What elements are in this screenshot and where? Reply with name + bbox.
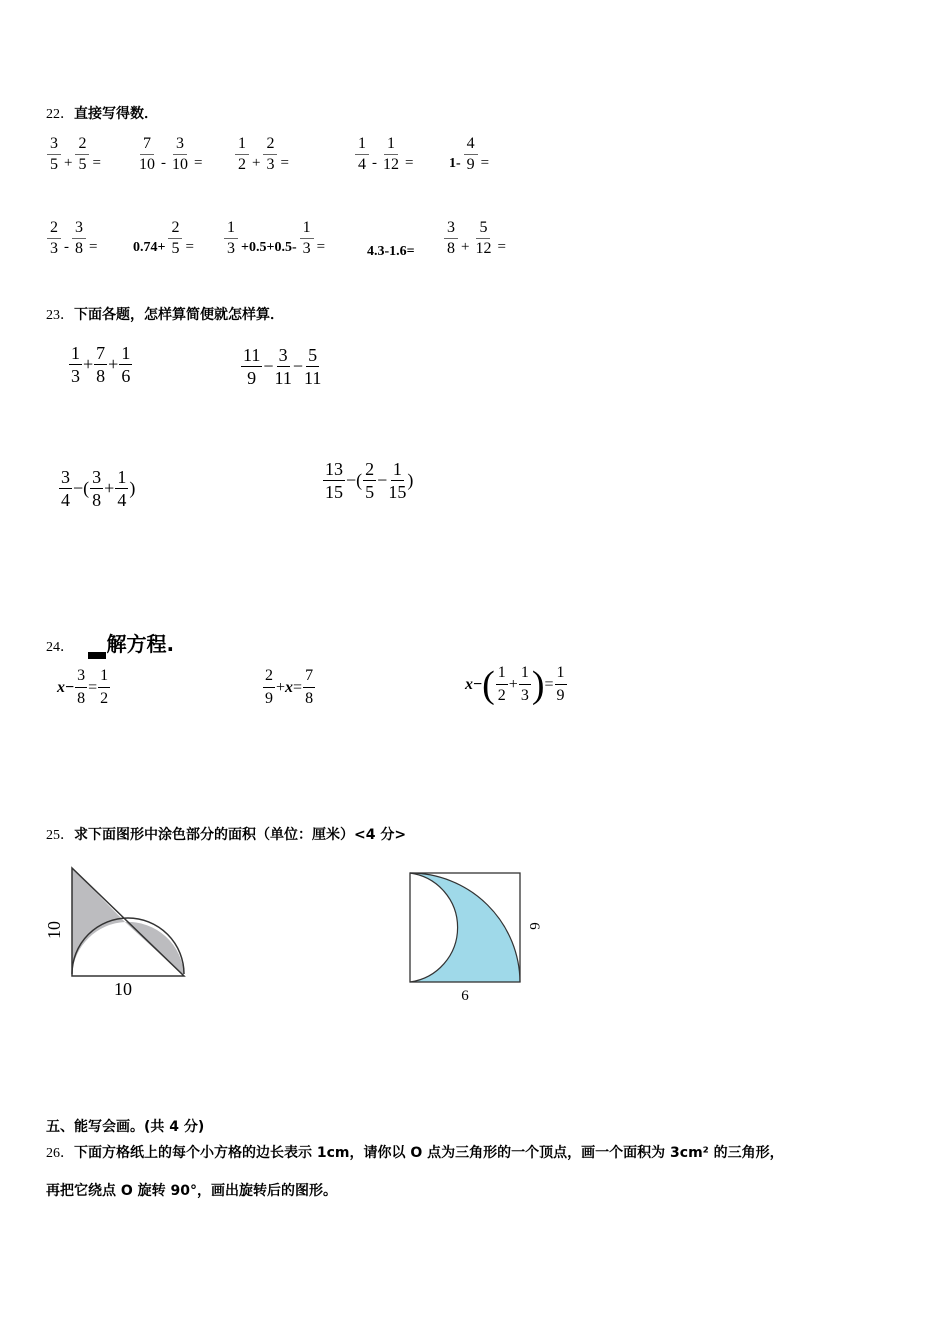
fraction: 1 2	[497, 664, 506, 704]
fraction: $\frac{1}{4}$	[117, 467, 127, 510]
fraction: $\frac{5}{11}$	[304, 345, 322, 388]
fraction: $\frac{1}{12}$	[383, 135, 399, 173]
question-number: 22．	[46, 107, 74, 122]
fraction: 11 9	[243, 345, 261, 388]
q22-expr-1: $\frac{3}{5}$ + $\frac{2}{5}$ =	[46, 134, 103, 175]
side-label: 6	[526, 922, 542, 930]
question-text: 再把它绕点 O 旋转 90°，画出旋转后的图形。	[46, 1183, 338, 1199]
fraction: $\frac{1}{3}$	[520, 664, 529, 704]
q22-expr-4: $\frac{1}{4}$ - $\frac{1}{12}$ =	[354, 134, 415, 175]
fraction: 3 8	[92, 467, 102, 510]
q22-expr-9: 4.3-1.6=	[367, 244, 415, 259]
fraction: $\frac{3}{5}$	[47, 134, 61, 175]
fraction: $\frac{5}{12}$	[475, 219, 492, 257]
fraction: $\frac{7}{8}$	[96, 343, 106, 386]
q22-expr-3: $\frac{1}{2}$ + $\frac{2}{3}$ =	[234, 134, 291, 175]
fraction: $\frac{3}{11}$	[274, 345, 292, 388]
fraction: 3 4	[61, 467, 70, 510]
q23-expr-2: 11 9 − $\frac{3}{11}$ − $\frac{5}{11}$	[243, 345, 322, 388]
q23-expr-3: 3 4 −( 3 8 + $\frac{1}{4}$ )	[61, 467, 136, 510]
q26-line-1	[46, 1142, 784, 1162]
q22-expr-10: $\frac{3}{8}$ + $\frac{5}{12}$ =	[443, 218, 508, 259]
q24-header	[46, 628, 174, 659]
q22-expr-8: $\frac{1}{3}$ +0.5+0.5- $\frac{1}{3}$ =	[223, 218, 327, 259]
fraction: $\frac{4}{9}$	[464, 134, 478, 175]
fraction: 1 3	[71, 343, 80, 386]
fraction: $\frac{1}{15}$	[388, 459, 407, 502]
q23-header	[46, 304, 284, 324]
base-label: 6	[461, 988, 469, 1004]
question-number: 24．	[46, 640, 74, 655]
q22-header	[46, 103, 158, 123]
fraction: $\frac{7}{10}$	[139, 135, 155, 173]
q24-eq-3: x − ( 1 2 + $\frac{1}{3}$ ) = $\frac{1}{9}$	[465, 663, 565, 706]
q22-expr-5: 1- $\frac{4}{9}$ =	[449, 135, 490, 173]
question-title: 解方程.	[106, 632, 175, 656]
side-label: 10	[44, 921, 64, 939]
question-title: 求下面图形中涂色部分的面积（单位：厘米）<4 分>	[74, 827, 407, 843]
section-5-title: 五、能写会画。(共 4 分)	[46, 1119, 205, 1135]
question-number: 23．	[46, 308, 74, 323]
figure-square-arcs	[400, 864, 550, 1009]
fraction: $\frac{3}{8}$	[444, 218, 458, 259]
fraction: $\frac{2}{5}$	[168, 218, 182, 259]
fraction: 13 15	[325, 459, 343, 502]
fraction: $\frac{1}{9}$	[556, 664, 565, 704]
q24-eq-1: x − $\frac{3}{8}$ = $\frac{1}{2}$	[57, 665, 111, 710]
fraction: $\frac{1}{6}$	[121, 343, 131, 386]
fraction: $\frac{1}{4}$	[355, 134, 369, 175]
question-title: 直接写得数．	[74, 106, 158, 122]
question-number: 26．	[46, 1146, 74, 1161]
base-label: 10	[114, 979, 132, 999]
figure-triangle-semicircle	[40, 860, 200, 1005]
q23-expr-4: 13 15 −( 2 5 − $\frac{1}{15}$ )	[325, 459, 414, 502]
fraction: $\frac{1}{2}$	[235, 134, 249, 175]
fraction: $\frac{1}{2}$	[100, 667, 109, 707]
q25-header	[46, 824, 406, 844]
fraction: $\frac{3}{10}$	[172, 135, 188, 173]
question-title: 下面各题，怎样算简便就怎样算．	[74, 307, 284, 323]
fraction: $\frac{2}{3}$	[263, 134, 277, 175]
q22-expr-7: 0.74+ $\frac{2}{5}$ =	[133, 219, 194, 257]
fraction: $\frac{1}{3}$	[224, 218, 238, 259]
fraction: 2 9	[265, 667, 273, 707]
fraction: $\frac{1}{3}$	[300, 218, 314, 259]
question-number: 25．	[46, 828, 74, 843]
fraction: $\frac{3}{8}$	[72, 218, 86, 259]
mark-icon	[88, 652, 106, 659]
question-text: 下面方格纸上的每个小方格的边长表示 1cm，请你以 O 点为三角形的一个顶点，画一个面积为 3cm² 的三角形，	[74, 1145, 784, 1161]
q24-eq-2: 2 9 + x = $\frac{7}{8}$	[262, 665, 316, 710]
fraction: $\frac{7}{8}$	[305, 667, 314, 707]
q22-expr-6: $\frac{2}{3}$ - $\frac{3}{8}$ =	[46, 218, 99, 259]
q23-expr-1: 1 3 + $\frac{7}{8}$ + $\frac{1}{6}$	[71, 343, 131, 386]
fraction: $\frac{2}{5}$	[75, 134, 89, 175]
q26-line-2	[46, 1180, 337, 1200]
fraction: 2 5	[365, 459, 375, 502]
fraction: $\frac{2}{3}$	[47, 218, 61, 259]
q22-expr-2: $\frac{7}{10}$ - $\frac{3}{10}$ =	[135, 134, 204, 175]
fraction: $\frac{3}{8}$	[77, 667, 86, 707]
